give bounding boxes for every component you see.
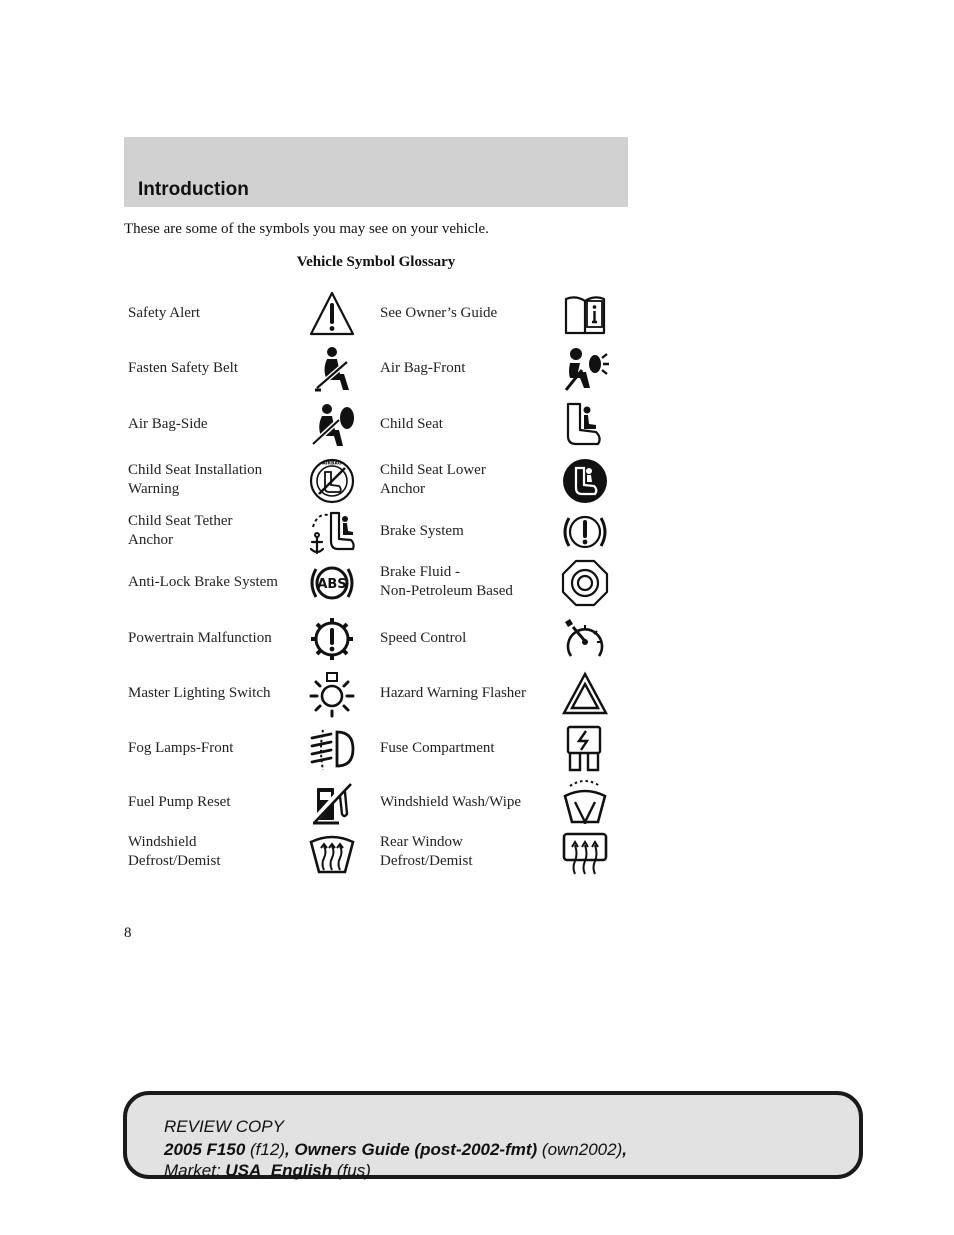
fog-lamp-icon — [307, 724, 357, 774]
brake-fluid-icon — [560, 558, 610, 608]
owners-guide-icon — [560, 289, 610, 339]
tether-anchor-icon — [307, 507, 357, 557]
symbol-label: Anti-Lock Brake System — [128, 573, 278, 590]
child-seat-anchor-icon — [560, 456, 610, 506]
review-copy-box — [123, 1091, 863, 1179]
review-line-3: Market: USA_English (fus) — [164, 1161, 371, 1180]
section-header-band — [124, 137, 628, 207]
intro-text: These are some of the symbols you may see on your vehicle. — [124, 221, 489, 237]
child-seat-warning-icon — [307, 456, 357, 506]
symbol-label: Air Bag-Front — [380, 359, 466, 376]
fuel-pump-icon — [307, 778, 357, 828]
hazard-icon — [560, 669, 610, 719]
powertrain-icon — [307, 614, 357, 664]
child-seat-icon — [560, 400, 610, 450]
review-line-1: REVIEW COPY — [164, 1117, 284, 1136]
airbag-side-icon — [307, 400, 357, 450]
section-title: Introduction — [138, 179, 249, 200]
symbol-label: Powertrain Malfunction — [128, 629, 272, 646]
symbol-label: Fasten Safety Belt — [128, 359, 238, 376]
symbol-label: Rear Window Defrost/Demist — [380, 834, 473, 869]
symbol-label: Windshield Defrost/Demist — [128, 834, 221, 869]
symbol-label: Brake System — [380, 522, 464, 539]
lighting-switch-icon — [307, 669, 357, 719]
fuse-icon — [560, 724, 610, 774]
windshield-defrost-icon — [307, 828, 357, 878]
symbol-label: Air Bag-Side — [128, 415, 208, 432]
wash-wipe-icon — [560, 778, 610, 828]
svg-text:AIRBAG: AIRBAG — [322, 461, 342, 467]
speed-control-icon — [560, 614, 610, 664]
abs-icon — [307, 558, 357, 608]
symbol-label: Child Seat Installation Warning — [128, 462, 263, 497]
safety-alert-icon — [307, 289, 357, 339]
brake-system-icon — [560, 507, 610, 557]
symbol-label: Fuel Pump Reset — [128, 793, 231, 810]
glossary-title: Vehicle Symbol Glossary — [296, 254, 456, 270]
symbol-label: Child Seat Tether Anchor — [128, 513, 233, 548]
symbol-label: Master Lighting Switch — [128, 684, 271, 701]
rear-defrost-icon — [560, 828, 610, 878]
seat-belt-icon — [307, 344, 357, 394]
symbol-label: Child Seat Lower Anchor — [380, 462, 486, 497]
symbol-label: Fog Lamps-Front — [128, 739, 234, 756]
page-number: 8 — [124, 925, 132, 941]
review-line-2: 2005 F150 (f12), Owners Guide (post-2002-fmt) (own2002), — [164, 1140, 627, 1159]
symbol-label: Child Seat — [380, 415, 443, 432]
symbol-label: Hazard Warning Flasher — [380, 684, 526, 701]
symbol-label: Brake Fluid - Non-Petroleum Based — [380, 564, 513, 599]
symbol-label: See Owner’s Guide — [380, 304, 498, 321]
svg-text:ABS: ABS — [317, 577, 347, 592]
symbol-label: Fuse Compartment — [380, 739, 495, 756]
symbol-label: Windshield Wash/Wipe — [380, 793, 522, 810]
airbag-front-icon — [560, 344, 610, 394]
symbol-label: Speed Control — [380, 629, 467, 646]
symbol-label: Safety Alert — [128, 304, 201, 321]
